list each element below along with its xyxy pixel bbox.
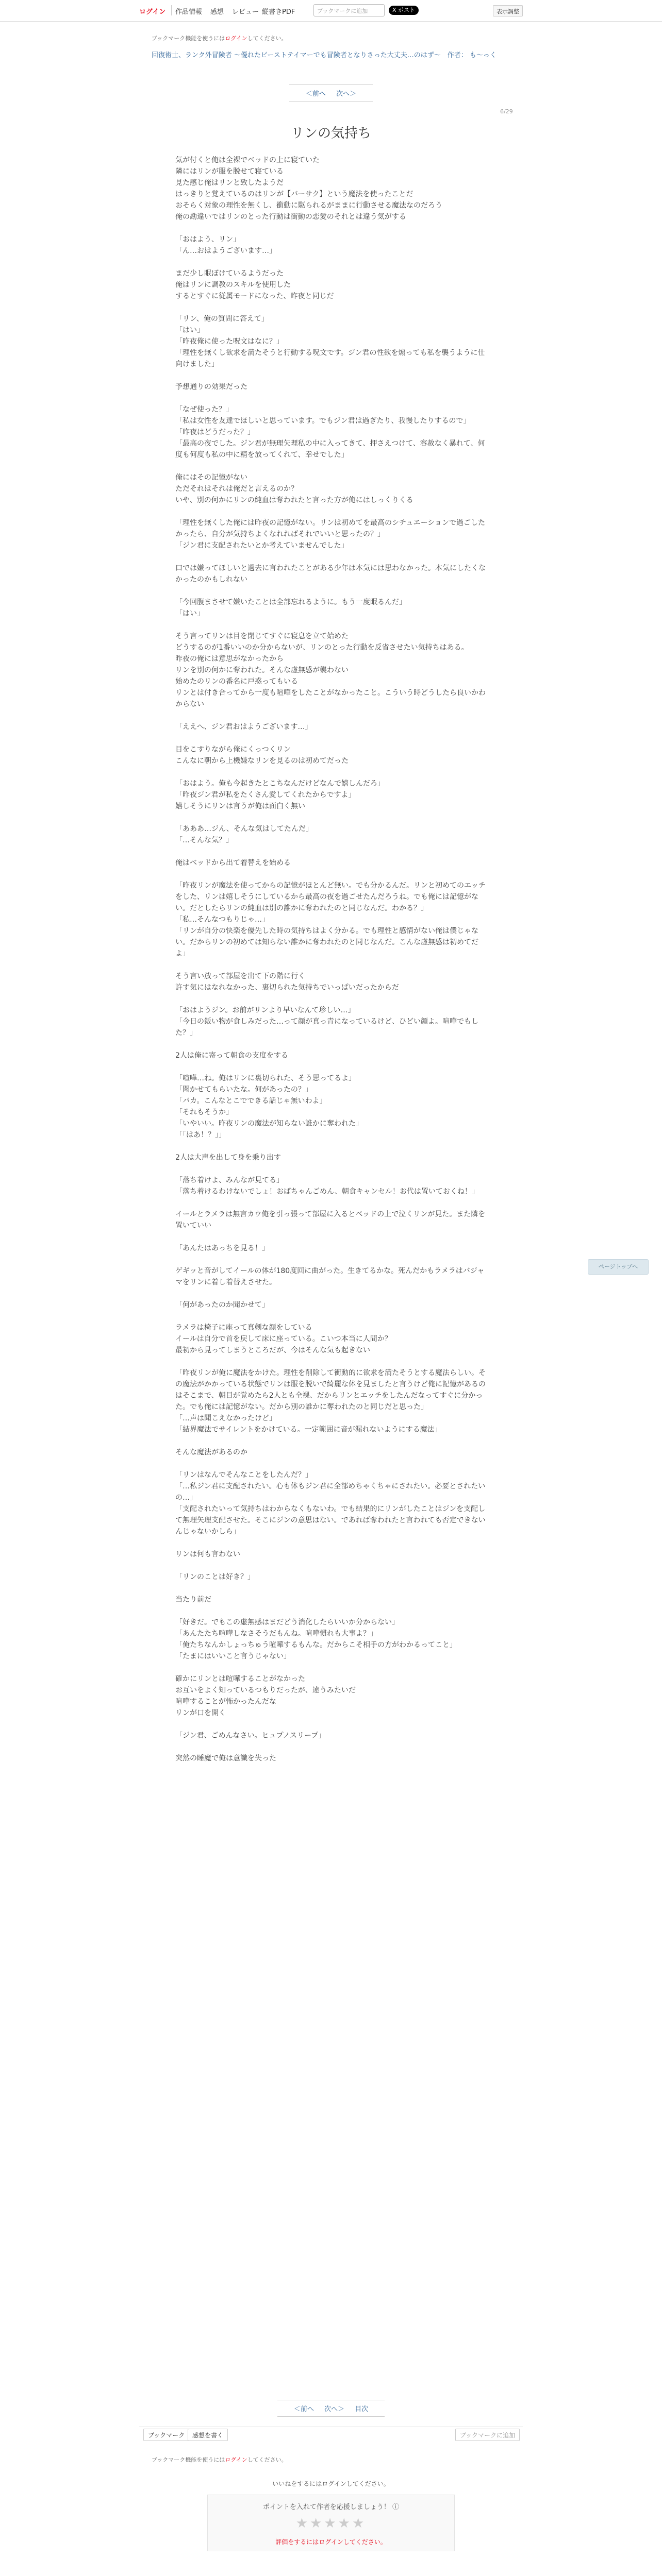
- novel-line: 「俺たちなんかしょっちゅう喧嘩するもんな。だからこそ相手の方がわかるってこと」: [175, 1641, 457, 1649]
- novel-line: ラメラは椅子に座って真剣な顔をしている: [175, 1324, 312, 1332]
- series-title-link[interactable]: 回復術士、ランク外冒険者 ～優れたビーストテイマーでも冒険者となりさった大丈夫…のはず～ 作者： も～っく: [152, 52, 496, 59]
- novel-body: [175, 155, 487, 1764]
- blank-line: [175, 959, 487, 971]
- novel-line: 見た感じ俺はリンと致したようだ: [175, 179, 284, 187]
- blank-line: [175, 1231, 487, 1243]
- novel-line: 「あんたはあっちを見る！」: [175, 1244, 269, 1252]
- blank-line: [175, 257, 487, 268]
- toc-link[interactable]: 目次: [355, 2405, 369, 2413]
- novel-line: 始めたのリンの番名に戸惑ってもいる: [175, 677, 298, 686]
- novel-line: 「リンのことは好き？」: [175, 1573, 255, 1581]
- blank-line: [175, 1458, 487, 1469]
- login-link[interactable]: ログイン: [139, 8, 166, 16]
- top-navbar: [0, 0, 662, 22]
- novel-line: イールは自分で首を戻して床に座っている。こいつ本当に人間か？: [175, 1335, 392, 1343]
- novel-line: 「あああ…ジん、そんな気はしてたんだ」: [175, 825, 313, 833]
- novel-line: 突然の睡魔で俺は意識を失った: [175, 1754, 276, 1762]
- prev-link-bottom[interactable]: ＜前へ: [293, 2405, 314, 2413]
- novel-line: 「はい」: [175, 609, 204, 618]
- bookmark-button[interactable]: ブックマーク: [143, 2429, 189, 2441]
- prev-link[interactable]: ＜前へ: [305, 90, 326, 98]
- novel-line: 「ジン君に支配されたいとか考えていませんでした」: [175, 541, 349, 550]
- novel-line: 「…私ジン君に支配されたい。心も体もジン君に全部めちゃくちゃにされたい。必要とされたいの…」: [175, 1482, 486, 1502]
- blank-line: [175, 370, 487, 381]
- nav-divider: [171, 5, 172, 15]
- novel-line: 喧嘩することが怖かったんだな: [175, 1698, 276, 1706]
- blank-line: [175, 223, 487, 234]
- novel-line: 「たまにはいいこと言うじゃない」: [175, 1652, 291, 1660]
- novel-line: そう言ってリンは目を閉じてすぐに寝息を立て始めた: [175, 632, 349, 640]
- blank-line: [175, 619, 487, 631]
- bm-note-prefix: ブックマーク機能を使うには: [152, 35, 225, 42]
- footer-bm-prefix: ブックマーク機能を使うには: [152, 2456, 225, 2463]
- bookmark-bar: [143, 2429, 520, 2444]
- novel-line: 「ええへ、ジン君おはようございます…」: [175, 723, 312, 731]
- novel-line: ただそれはそれは俺だと言えるのか？: [175, 485, 298, 493]
- novel-line: そんな魔法があるのか: [175, 1448, 247, 1456]
- blank-line: [175, 461, 487, 472]
- novel-line: 「昨夜俺に使った呪文はなに？」: [175, 337, 284, 346]
- blank-line: [175, 1583, 487, 1594]
- novel-line: どうするのが1番いいのか分からないが、リンのとった行動を反省させたい気持ちはある。: [175, 643, 469, 652]
- novel-line: 「支配されたいって気持ちはわからなくもないわ。でも結果的にリンがしたことはジンを支配して無理矢理支配させた。そこにジンの意思はない。であれば奪われたと言われても否定できないんじゃないかしら」: [175, 1505, 486, 1536]
- blank-line: [175, 812, 487, 823]
- novel-line: 「今回腹まさせて嫌いたことは全部忘れるように。もう一度眠るんだ」: [175, 598, 406, 606]
- novel-line: 「ジン君、ごめんなさい。ヒュプノスリープ」: [175, 1732, 326, 1740]
- novel-line: 「「はあ！？」」: [175, 1131, 226, 1139]
- novel-line: 「何があったのか聞かせて」: [175, 1301, 269, 1309]
- pager-bottom-box: [277, 2400, 385, 2417]
- novel-line: 隣にはリンが服を脱せて寝ている: [175, 167, 284, 176]
- novel-line: 2人は大声を出して身を乗り出す: [175, 1154, 281, 1162]
- blank-line: [175, 1311, 487, 1322]
- blank-line: [175, 869, 487, 880]
- novel-line: 「…声は聞こえなかったけど」: [175, 1414, 276, 1422]
- blank-line: [175, 1356, 487, 1367]
- novel-line: 「昨夜リンが俺に魔法をかけた。理性を削除して衝動的に欲求を満たそうとする魔法らしい。その魔法がかかっている状態でリンは服を脱いで綺麗な体を見ましたと言うけど俺に記憶があるのはそこまで、朝目が覚めたら2人とも全裸、だからリンとエッチをしたんだなってすぐに分かった。でも俺には記憶がない。だから別の誰かに奪われたのと同じだと思った」: [175, 1369, 486, 1411]
- blank-line: [175, 551, 487, 563]
- page-top-tab[interactable]: ページトップへ: [588, 1259, 649, 1275]
- pager-top-box: [289, 84, 373, 101]
- rating-login-link[interactable]: 評価をするにはログインしてください。: [275, 2538, 387, 2546]
- blank-line: [175, 1560, 487, 1571]
- novel-line: 許す気にはなれなかった、裏切られた気持ちでいっぱいだったからだ: [175, 984, 399, 992]
- novel-line: こんなに朝から上機嫌なリンを見るのは初めてだった: [175, 757, 349, 765]
- novel-line: 確かにリンとは喧嘩することがなかった: [175, 1675, 305, 1683]
- novel-line: 「バカ。こんなとこでできる話じゃ無いわよ」: [175, 1097, 327, 1105]
- add-bookmark-button[interactable]: ブックマークに追加: [455, 2429, 520, 2441]
- blank-line: [175, 1254, 487, 1265]
- novel-line: 「おはようジン。お前がリンより早いなんて珍しい…」: [175, 1006, 355, 1014]
- novel-line: 気が付くと俺は全裸でベッドの上に寝ていた: [175, 156, 320, 164]
- next-link-bottom[interactable]: 次へ＞: [324, 2405, 344, 2413]
- novel-line: 「理性を無くした俺には昨夜の記憶がない。リンは初めてを最高のシチュエーションで過ごしたかったら、自分が気持ちよくなれればそれでいいと思ったの？」: [175, 519, 486, 538]
- blank-line: [175, 1605, 487, 1617]
- blank-line: [175, 1719, 487, 1730]
- display-settings-button[interactable]: 表示調整: [493, 5, 523, 16]
- novel-line: 「結界魔法でサイレントをかけている。一定範囲に音が漏れないようにする魔法」: [175, 1426, 442, 1434]
- blank-line: [175, 1288, 487, 1299]
- pager-top: [0, 84, 662, 101]
- novel-line: 口では嫌ってほしいと過去に言われたことがある少年は本気には思わなかった。本気にしたくなかったのかもしれない: [175, 564, 486, 584]
- top-navbar-inner: [139, 4, 523, 18]
- blank-line: [175, 1435, 487, 1447]
- novel-line: 「落ち着けるわけないでしょ！おばちゃんごめん、朝食キャンセル！お代は置いておくね！」: [175, 1188, 479, 1196]
- novel-line: まだ少し眠ぼけているようだった: [175, 269, 284, 278]
- novel-line: 「はい」: [175, 326, 204, 334]
- rating-title: ポイントを入れて作者を応援しましょう！ ⓘ: [262, 2503, 400, 2511]
- blank-line: [175, 1197, 487, 1209]
- novel-line: するとすぐに従属モードになった、昨夜と同じだ: [175, 292, 334, 300]
- novel-line: 「今日の飯い物が食しみだった…って顔が真っ青になっているけど、ひどい顔よ。喧嘩でもした？」: [175, 1018, 478, 1037]
- chapter-title: リンの気持ち: [290, 126, 371, 141]
- novel-line: 「私…そんなつもりじゃ…」: [175, 916, 269, 924]
- blank-line: [175, 846, 487, 857]
- novel-line: 「リンが自分の快楽を優先した時の気持ちはよく分かる。でも理性と感情がない俺は僕じゃない。だからリンの初めては知らない誰かに奪われたのと同じなんだ。こんな虚無感は初めてだよ」: [175, 927, 478, 958]
- nav-item-info[interactable]: 作品情報: [175, 8, 203, 16]
- novel-line: 「リンはなんでそんなことをしたんだ？」: [175, 1471, 312, 1479]
- novel-line: 「いやいい。昨夜リンの魔法が知らない誰かに奪われた」: [175, 1120, 363, 1128]
- blank-line: [175, 1141, 487, 1152]
- bookmark-login-note: [152, 34, 287, 42]
- novel-line: 「昨夜はどうだった？」: [175, 428, 255, 436]
- novel-line: いや、別の何かにリンの純血は奪われたと言った方が俺にはしっくりくる: [175, 496, 413, 504]
- blank-line: [175, 1537, 487, 1549]
- blank-line: [175, 710, 487, 721]
- novel-line: 昨夜の俺には意思がなかったから: [175, 655, 284, 663]
- novel-line: 「おはよう。俺も今起きたとこちなんだけどなんで嬉しんだろ」: [175, 779, 385, 788]
- blank-line: [175, 1163, 487, 1175]
- novel-line: 俺にはその記憶がない: [175, 473, 247, 482]
- footer-bm-login-link[interactable]: ログイン: [225, 2456, 247, 2463]
- novel-line: 「喧嘩…ね。俺はリンに裏切られた、そう思ってるよ」: [175, 1074, 356, 1082]
- novel-line: ゲギッと音がしてイールの体が180度回に曲がった。生きてるかな。死んだかもラメラはバジャマをリンに着し着替えさせた。: [175, 1267, 485, 1286]
- novel-line: 「理性を無くし欲求を満たそうと行動する呪文です。ジン君の性欲を煽っても私を襲うように仕向けました」: [175, 349, 485, 368]
- novel-line: リンを別の何かに奪われた。そんな虚無感が襲わない: [175, 666, 349, 674]
- bm-note-login-link[interactable]: ログイン: [225, 35, 247, 42]
- page-number: 6/29: [500, 108, 513, 115]
- novel-line: おそらく対象の理性を無くし、衝動に駆られるがままに行動させる魔法なのだろう: [175, 201, 442, 210]
- novel-line: 俺はベッドから出て着替えを始める: [175, 859, 291, 867]
- blank-line: [175, 1061, 487, 1073]
- blank-line: [175, 506, 487, 517]
- novel-line: そう言い放って部屋を出て下の階に行く: [175, 972, 305, 980]
- novel-line: 「なぜ使った？」: [175, 405, 233, 414]
- blank-line: [175, 302, 487, 313]
- blank-line: [175, 1741, 487, 1753]
- novel-line: 「リン、俺の質問に答えて」: [175, 315, 269, 323]
- bookmark-add-field[interactable]: ブックマークに追加: [313, 4, 385, 16]
- novel-line: 俺の勘違いではリンのとった行動は衝動の恋愛のそれとは違う気がする: [175, 213, 406, 221]
- star-rating[interactable]: ★★★★★: [295, 2516, 367, 2531]
- novel-line: 「…そんな気？」: [175, 836, 233, 844]
- novel-line: 「それもそうか」: [175, 1108, 233, 1116]
- novel-line: 嬉しそうにリンは言うが俺は面白く無い: [175, 802, 305, 810]
- rating-box: [207, 2495, 455, 2551]
- novel-line: リンとは付き合ってから一度も喧嘩をしたことがなかったこと。こういう時どうしたら良いかわからない: [175, 689, 486, 708]
- novel-line: 目をこすりながら俺にくっつくリン: [175, 745, 291, 754]
- novel-line: 当たり前だ: [175, 1596, 211, 1604]
- novel-line: 2人は俺に寄って朝食の支度をする: [175, 1052, 288, 1060]
- like-login-message: いいねをするにはログインしてください。: [272, 2480, 390, 2487]
- footer-bm-suffix: してください。: [247, 2456, 287, 2463]
- novel-line: 「ん…おはようございます…」: [175, 247, 276, 255]
- blank-line: [175, 767, 487, 778]
- nav-item-impression[interactable]: 感想: [210, 8, 224, 16]
- blank-line: [175, 993, 487, 1005]
- novel-line: 俺はリンに調教のスキルを使用した: [175, 281, 291, 289]
- blank-line: [175, 1662, 487, 1673]
- novel-line: 「あんたたち喧嘩しなさそうだもんね。喧嘩慣れも大事よ？」: [175, 1630, 377, 1638]
- novel-line: 「昨夜ジン君が私をたくさん愛してくれたからですよ」: [175, 791, 356, 799]
- novel-line: リンが口を開く: [175, 1709, 226, 1717]
- novel-line: 予想通りの効果だった: [175, 383, 247, 391]
- nav-item-review[interactable]: レビュー: [232, 8, 259, 16]
- novel-line: 「おはよう、リン」: [175, 235, 240, 244]
- next-link[interactable]: 次へ＞: [336, 90, 357, 98]
- novel-line: イールとラメラは無言カウ俺を引っ張って部屋に入るとベッドの上で泣くリンが見た。また隣を置いていい: [175, 1210, 486, 1230]
- novel-line: 「昨夜リンが魔法を使ってからの記憶がほとんど無い。でも分かるんだ。リンと初めてのエッチをした、リンは嬉しそうにしているから最高の夜を過ごせたんだろうね。でも俺には記憶がない。だとしたらリンの純血は別の誰かに奪われたのと同じなんだ。わかる？」: [175, 882, 486, 912]
- novel-line: 「最高の夜でした。ジン君が無理矢理私の中に入ってきて、押さえつけて、容赦なく暴れて、何度も何度も私の中に精を放ってくれて、幸せでした」: [175, 439, 485, 459]
- novel-line: お互いをよく知っているつもりだったが、違うみたいだ: [175, 1686, 356, 1694]
- novel-line: リンは何も言わない: [175, 1550, 240, 1558]
- novel-line: 最初から見ってしまうところだが、今はそんな気も起きない: [175, 1346, 370, 1354]
- novel-line: 「聞かせてもらいたな。何があったの？」: [175, 1086, 312, 1094]
- blank-line: [175, 393, 487, 404]
- pager-bottom: [0, 2400, 662, 2417]
- write-impression-button[interactable]: 感想を書く: [188, 2429, 228, 2441]
- novel-line: 「落ち着けよ、みんなが見てる」: [175, 1176, 284, 1184]
- footer-bookmark-note: [152, 2455, 287, 2464]
- blank-line: [175, 585, 487, 597]
- novel-line: 「私は女性を友達でほしいと思っています。でもジン君は過ぎたり、我慢したりするので」: [175, 417, 471, 425]
- nav-item-pdf[interactable]: 縦書きPDF: [262, 8, 295, 16]
- blank-line: [175, 733, 487, 744]
- bm-note-suffix: してください。: [247, 35, 287, 42]
- blank-line: [175, 1039, 487, 1050]
- x-post-button[interactable]: X ポスト: [389, 6, 419, 15]
- novel-line: はっきりと覚えているのはリンが【バーサク】という魔法を使ったことだ: [175, 190, 413, 198]
- novel-line: 「好きだ。でもこの虚無感はまだどう消化したらいいか分からない」: [175, 1618, 399, 1626]
